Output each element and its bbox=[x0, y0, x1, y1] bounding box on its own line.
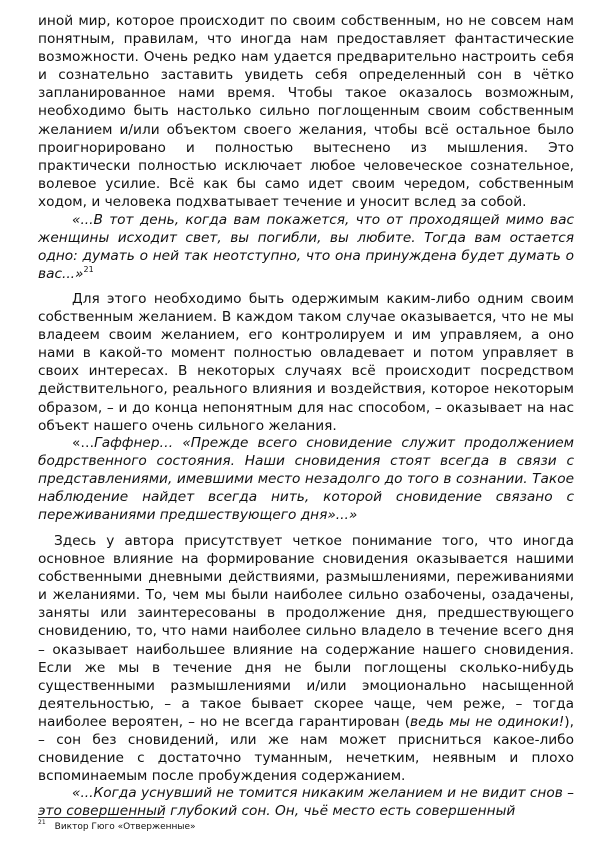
quote-gaffner bbox=[38, 434, 574, 524]
quote-author: Гаффнер bbox=[94, 435, 160, 451]
paragraph-3-before: Здесь у автора присутствует четкое понимание того, что иногда основное влияние на формирование сновидения оказывается нашими собственными дневными действиями, размышлениями, переживаниями и желаниями. То, чем мы были наиболее сильно озабочены, озадачены, заняты или заинтересованы в продолжение дня, предшествующего сновидению, то, что нами наиболее сильно владело в течение всего дня – оказывает наибольшее влияние на содержание нашего сновидения. Если же мы в течение дня не были поглощены сколько-нибудь существенными размышлениями и/или эмоционально насыщенной деятельностью, – а такое бывает скорее чаще, чем реже, – тогда наиболее вероятен, – но не всегда гарантирован ( bbox=[38, 533, 574, 730]
quote-hugo-text: «...В тот день, когда вам покажется, что от проходящей мимо вас женщины исходит свет, вы погибли, вы любите. Тогда вам остается одно: думать о ней так неотступно, что она принуждена будет думать о вас...» bbox=[38, 212, 574, 283]
quote-upanishad: «...Когда уснувший не томится никаким желанием и не видит снов – это совершенный глубокий сон. Он, чьё место есть совершенный bbox=[38, 785, 574, 820]
quote-gaffner-text: … «Прежде всего сновидение служит продолжением бодрственного состояния. Наши сновидения стоят всегда в связи с представлениями, имевшими место незадолго до того в сознании. Такое наблюдение найдет всегда нить, которой сновидение связано с переживаниями предшествующего дня»...» bbox=[38, 435, 574, 524]
quote-open: «… bbox=[72, 435, 95, 451]
paragraph-2: Для этого необходимо быть одержимым каким-либо одним своим собственным желанием. В каждом таком случае оказывается, что не мы владеем своим желанием, его контролируем и им управляем, а оно нами в какой-то момент полностью овладевает и потом управляет в своих интересах. В некоторых случаях всё происходит посредством действительного, реального влияния и воздействия, которое некоторым образом, – и до конца непонятным для нас способом, – оказывает на нас объект нашего очень сильного желания. bbox=[38, 291, 574, 434]
paragraph-1: иной мир, которое происходит по своим собственным, но не совсем нам понятным, правилам, что иногда нам предоставляет фантастические возможности. Очень редко нам удается предварительно настроить себя и сознательно заставить увидеть себя определенный сон в чётко запланированное нами время. Чтобы такое оказалось возможным, необходимо быть настолько сильно поглощенным своим собственным желанием и/или объектом своего желания, чтобы всё остальное было проигнорировано и полностью вытеснено из мышления. Это практически полностью исключает любое человеческое сознательное, волевое усилие. Всё как бы само идет своим чередом, собственным ходом, и человека подхватывает течение и уносит вслед за собой. bbox=[38, 13, 574, 210]
paragraph-3-after: ), – сон без сновидений, или же нам может присниться какое-либо сновидение с достаточно туманным, нечетким, неявным и плохо вспоминаемым после пробуждения содержанием. bbox=[38, 713, 574, 785]
paragraph-3 bbox=[38, 532, 574, 785]
footnote bbox=[38, 821, 558, 833]
footnote-divider bbox=[38, 817, 164, 818]
footnote-ref[interactable]: 21 bbox=[83, 264, 94, 274]
footnote-mark: 21 bbox=[38, 819, 46, 826]
paragraph-3-italic: ведь мы не одиноки! bbox=[410, 713, 565, 730]
quote-hugo bbox=[38, 211, 574, 283]
footnote-text: Виктор Гюго «Отверженные» bbox=[54, 822, 196, 832]
